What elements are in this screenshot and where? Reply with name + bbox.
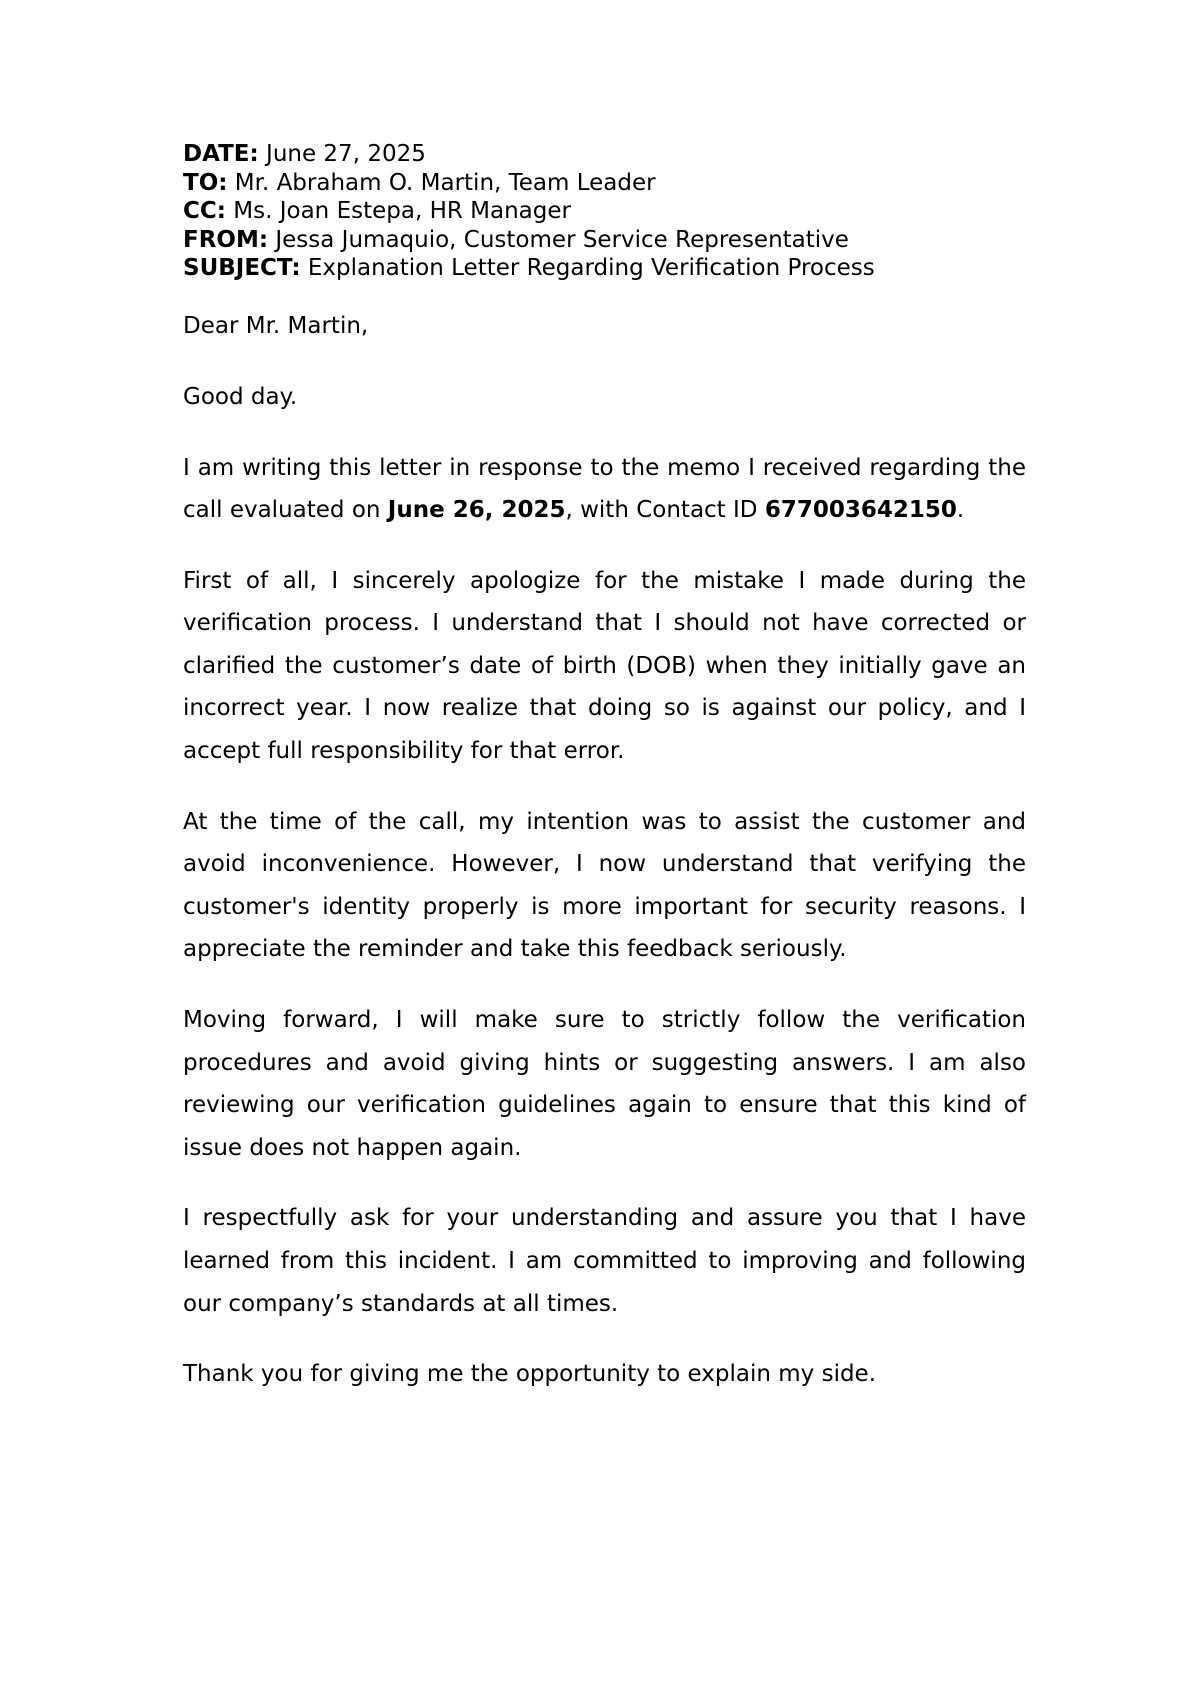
date-value: June 27, 2025 bbox=[258, 141, 426, 167]
to-label: TO: bbox=[183, 169, 228, 196]
date-label: DATE: bbox=[183, 141, 259, 167]
paragraph1-text-after: . bbox=[956, 497, 965, 524]
subject-line bbox=[183, 254, 1026, 283]
cc-value: Ms. Joan Estepa, HR Manager bbox=[225, 198, 571, 224]
cc-label: CC: bbox=[183, 198, 226, 224]
paragraph-commitment: I respectfully ask for your understanding and assure you that I have learned from this incident. I am committed to improving and following our company’s standards at all times. bbox=[183, 1205, 1026, 1317]
paragraph1-text-before: I am writing this letter in response to the memo I received regarding the call evaluated on bbox=[183, 454, 1026, 524]
paragraph-intention: At the time of the call, my intention was to assist the customer and avoid inconvenience. However, I now understand that verifying the customer's identity properly is more important for security reasons. I appreciate the reminder and take this feedback seriously. bbox=[183, 808, 1026, 963]
evaluation-date: June 26, 2025 bbox=[387, 497, 566, 524]
from-label: FROM: bbox=[183, 226, 269, 253]
greeting: Good day. bbox=[183, 383, 298, 410]
date-line bbox=[183, 140, 1026, 169]
subject-value: Explanation Letter Regarding Verification Process bbox=[300, 255, 875, 281]
to-value: Mr. Abraham O. Martin, Team Leader bbox=[227, 169, 656, 196]
paragraph1-text-middle: , with Contact ID bbox=[565, 497, 765, 524]
paragraph-memo-response bbox=[183, 447, 1026, 532]
memo-header bbox=[183, 140, 1026, 283]
paragraph-apology: First of all, I sincerely apologize for the mistake I made during the verification process. I understand that I should not have corrected or clarified the customer’s date of birth (DOB) when they initially gave an incorrect year. I now realize that doing so is against our policy, and I accept full responsibility for that error. bbox=[183, 567, 1026, 765]
letter-page bbox=[183, 140, 1026, 1396]
salutation: Dear Mr. Martin, bbox=[183, 312, 369, 339]
from-value: Jessa Jumaquio, Customer Service Representative bbox=[268, 226, 849, 253]
paragraph-closing: Thank you for giving me the opportunity to explain my side. bbox=[183, 1361, 877, 1388]
to-line bbox=[183, 169, 1026, 198]
cc-line bbox=[183, 197, 1026, 226]
paragraph-moving-forward: Moving forward, I will make sure to strictly follow the verification procedures and avoid giving hints or suggesting answers. I am also reviewing our verification guidelines again to ensure that this kind of issue does not happen again. bbox=[183, 1007, 1026, 1161]
subject-label: SUBJECT: bbox=[183, 255, 301, 281]
contact-id: 677003642150 bbox=[764, 497, 957, 524]
from-line bbox=[183, 226, 1026, 255]
